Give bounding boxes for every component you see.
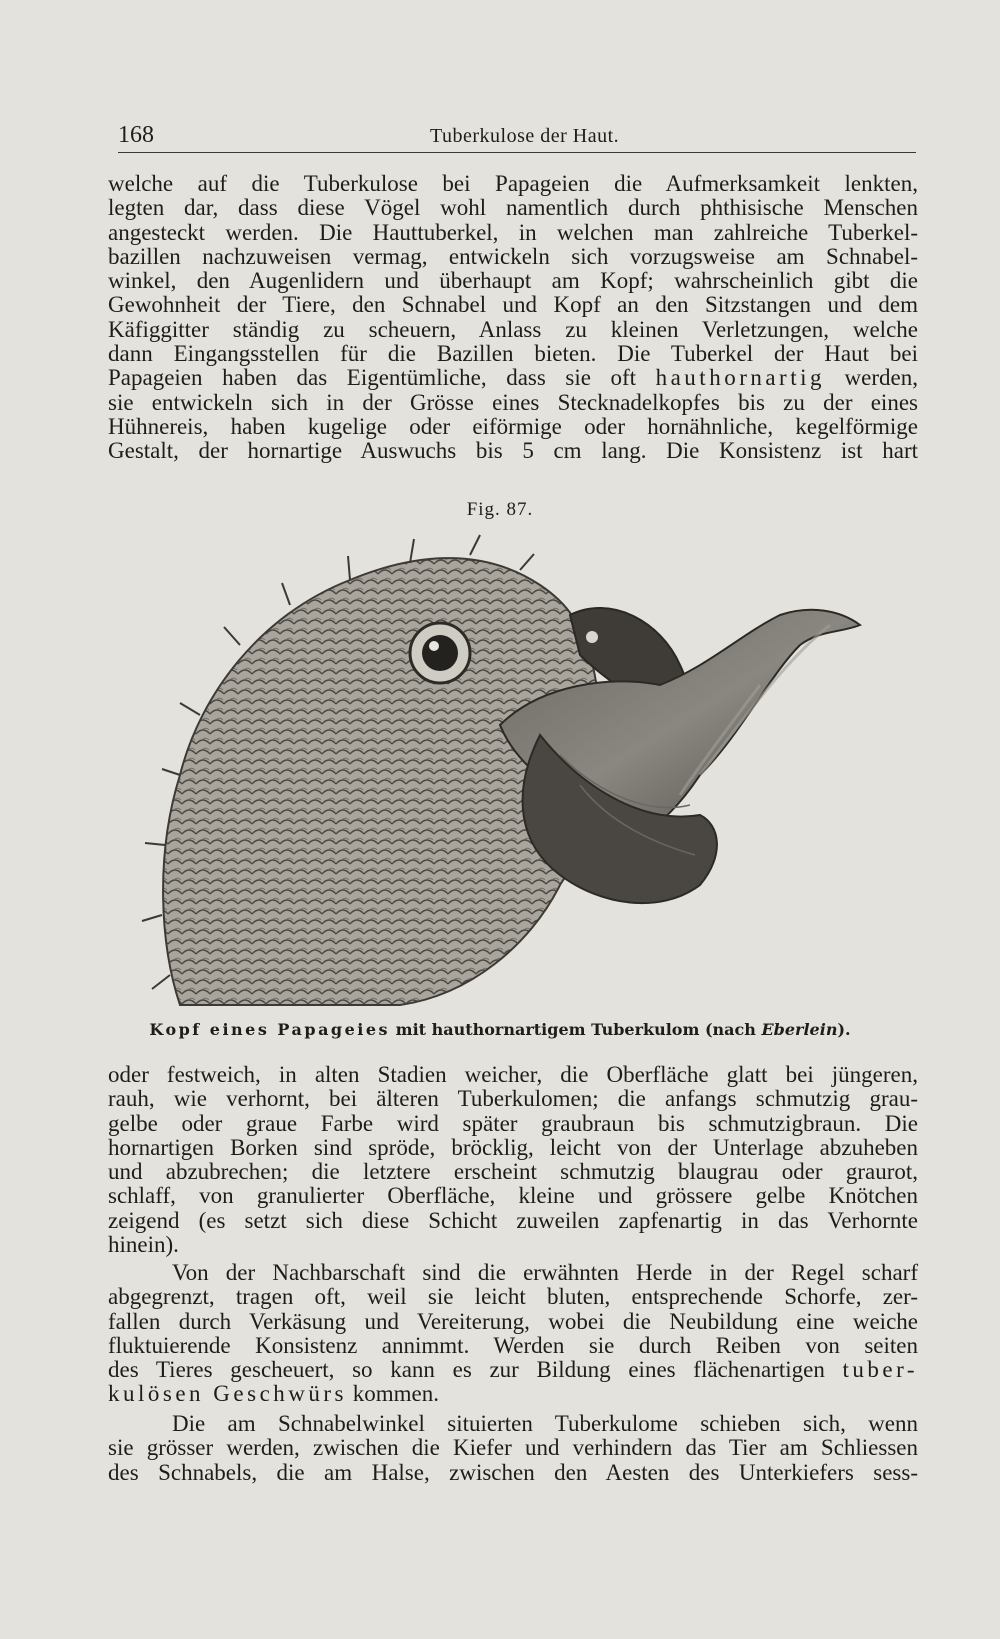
text-line: angesteckt werden. Die Hauttuberkel, in welchen man zahlreiche Tuberkel-	[108, 219, 918, 245]
caption-author: Eberlein	[761, 1020, 838, 1039]
text-line: hinein).	[108, 1232, 179, 1258]
text-line: Käfiggitter ständig zu scheuern, Anlass zu kleinen Verletzungen, welche	[108, 316, 918, 342]
paragraph-4	[108, 1412, 918, 1485]
paragraph-1	[108, 172, 918, 464]
text-line	[108, 1382, 918, 1406]
text-line: abgegrenzt, tragen oft, weil sie leicht bluten, entsprechende Schorfe, zer-	[108, 1284, 918, 1310]
text-line: dann Eingangsstellen für die Bazillen bieten. Die Tuberkel der Haut bei	[108, 341, 918, 367]
text-segment: des Tieres gescheuert, so kann es zur Bildung eines flächenartigen	[108, 1357, 825, 1383]
text-line: bazillen nachzuweisen vermag, entwickeln sich vorzugsweise am Schnabel-	[108, 243, 918, 269]
text-line	[108, 366, 918, 390]
text-line: Die am Schnabelwinkel situierten Tuberkulome schieben sich, wenn	[172, 1411, 918, 1436]
emphasis-spaced: tuber-	[842, 1357, 918, 1383]
page-number: 168	[118, 122, 154, 148]
text-line: Von der Nachbarschaft sind die erwähnten Herde in der Regel scharf	[172, 1260, 918, 1285]
text-line: Gewohnheit der Tiere, den Schnabel und Kopf an den Sitzstangen und dem	[108, 292, 918, 318]
text-line: welche auf die Tuberkulose bei Papageien die Aufmerksamkeit lenkten,	[108, 171, 918, 196]
text-line	[108, 1358, 918, 1382]
figure-caption	[0, 1020, 1000, 1039]
text-segment: werden,	[825, 365, 918, 391]
parrot-head-illustration	[140, 525, 880, 1010]
text-line: winkel, den Augenlidern und überhaupt am Kopf; wahrscheinlich gibt die	[108, 268, 918, 294]
running-head	[118, 122, 916, 153]
text-line: legten dar, dass diese Vögel wohl namentlich durch phthisische Menschen	[108, 195, 918, 221]
text-line: des Schnabels, die am Halse, zwischen den Aesten des Unterkiefers sess-	[108, 1459, 918, 1485]
text-line: sie grösser werden, zwischen die Kiefer und verhindern das Tier am Schliessen	[108, 1435, 918, 1461]
text-line: hornartigen Borken sind spröde, bröcklig, leicht von der Unterlage abzuheben	[108, 1134, 918, 1160]
text-segment: Papageien haben das Eigentümliche, dass sie oft	[108, 365, 637, 391]
text-line: schlaff, von granulierter Oberfläche, kleine und grössere gelbe Knötchen	[108, 1183, 918, 1209]
text-line: sie entwickeln sich in der Grösse eines Stecknadelkopfes bis zu der eines	[108, 389, 918, 415]
text-line: Hühnereis, haben kugelige oder eiförmige oder hornähnliche, kegelförmige	[108, 413, 918, 439]
emphasis-spaced: hauthornartig	[655, 365, 825, 391]
running-title: Tuberkulose der Haut.	[430, 125, 620, 147]
text-line: und abzubrechen; die letztere erscheint schmutzig blaugrau oder graurot,	[108, 1159, 918, 1185]
caption-spaced-text: Kopf eines Papageies	[149, 1020, 391, 1039]
text-line: rauh, wie verhornt, bei älteren Tuberkulomen; die anfangs schmutzig grau-	[108, 1086, 918, 1112]
text-line: zeigend (es setzt sich diese Schicht zuweilen zapfenartig in das Verhornte	[108, 1207, 918, 1233]
figure-label: Fig. 87.	[466, 499, 534, 520]
caption-end: ).	[837, 1020, 851, 1039]
text-line: fluktuierende Konsistenz annimmt. Werden sie durch Reiben von seiten	[108, 1332, 918, 1358]
text-line: gelbe oder graue Farbe wird später graubraun bis schmutzigbraun. Die	[108, 1110, 918, 1136]
text-line: fallen durch Verkäsung und Vereiterung, wobei die Neubildung eine weiche	[108, 1308, 918, 1334]
paragraph-3	[108, 1261, 918, 1407]
paragraph-2	[108, 1063, 918, 1257]
caption-text: mit hauthornartigem Tuberkulom (nach	[390, 1020, 762, 1039]
emphasis-spaced: kulösen Geschwürs	[108, 1381, 347, 1407]
text-line: oder festweich, in alten Stadien weicher, die Oberfläche glatt bei jüngeren,	[108, 1062, 918, 1087]
text-line: Gestalt, der hornartige Auswuchs bis 5 cm lang. Die Konsistenz ist hart	[108, 438, 918, 464]
text-segment: kommen.	[347, 1381, 439, 1407]
